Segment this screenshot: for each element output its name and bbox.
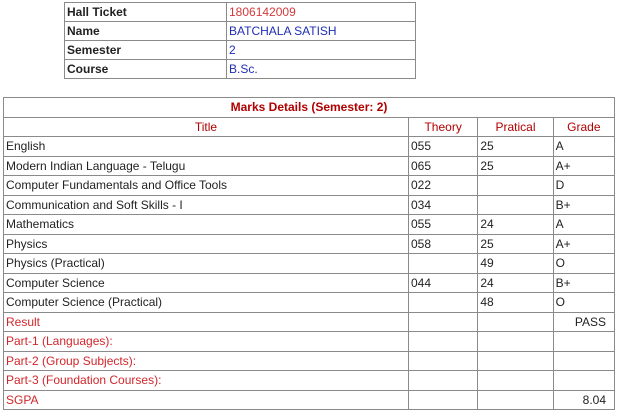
subject-title: Computer Science [4,273,409,293]
theory-mark: 065 [408,156,477,176]
marks-heading: Marks Details (Semester: 2) [4,98,615,118]
grade: D [553,176,614,196]
name-row [65,22,416,41]
course-label: Course [65,60,227,79]
subject-title: Physics [4,234,409,254]
part1-row [4,332,615,352]
grade: A+ [553,156,614,176]
empty-cell [478,312,553,332]
semester-value: 2 [227,41,416,60]
grade: A [553,137,614,157]
empty-cell [408,351,477,371]
theory-mark: 058 [408,234,477,254]
table-row [4,273,615,293]
subject-title: English [4,137,409,157]
part1-label: Part-1 (Languages): [4,332,409,352]
hall-ticket-row [65,3,416,22]
name-label: Name [65,22,227,41]
sgpa-row [4,390,615,410]
theory-mark: 022 [408,176,477,196]
practical-mark: 48 [478,293,553,313]
empty-cell [478,371,553,391]
practical-mark: 25 [478,234,553,254]
sgpa-value: 8.04 [553,390,614,410]
name-value: BATCHALA SATISH [227,22,416,41]
semester-row [65,41,416,60]
empty-cell [408,390,477,410]
practical-mark [478,195,553,215]
grade: A+ [553,234,614,254]
theory-mark [408,293,477,313]
column-header-theory: Theory [408,117,477,137]
column-header-title: Title [4,117,409,137]
result-value: PASS [553,312,614,332]
hall-ticket-value: 1806142009 [227,3,416,22]
practical-mark: 25 [478,137,553,157]
practical-mark: 24 [478,215,553,235]
empty-cell [478,332,553,352]
subject-title: Computer Science (Practical) [4,293,409,313]
table-row [4,293,615,313]
subject-title: Mathematics [4,215,409,235]
result-label: Result [4,312,409,332]
grade: B+ [553,195,614,215]
part2-value [553,351,614,371]
marks-heading-row [4,98,615,118]
practical-mark [478,176,553,196]
table-row [4,195,615,215]
column-header-practical: Pratical [478,117,553,137]
table-row [4,156,615,176]
empty-cell [478,351,553,371]
theory-mark: 034 [408,195,477,215]
empty-cell [408,332,477,352]
student-info-table [64,2,416,79]
theory-mark: 044 [408,273,477,293]
part3-row [4,371,615,391]
part3-value [553,371,614,391]
table-row [4,176,615,196]
part1-value [553,332,614,352]
column-header-row [4,117,615,137]
subject-title: Modern Indian Language - Telugu [4,156,409,176]
grade: O [553,254,614,274]
marks-details-table [3,97,615,410]
practical-mark: 24 [478,273,553,293]
practical-mark: 25 [478,156,553,176]
grade: B+ [553,273,614,293]
course-value: B.Sc. [227,60,416,79]
hall-ticket-label: Hall Ticket [65,3,227,22]
column-header-grade: Grade [553,117,614,137]
table-row [4,137,615,157]
subject-title: Communication and Soft Skills - I [4,195,409,215]
part2-row [4,351,615,371]
table-row [4,234,615,254]
subject-title: Physics (Practical) [4,254,409,274]
subject-title: Computer Fundamentals and Office Tools [4,176,409,196]
practical-mark: 49 [478,254,553,274]
course-row [65,60,416,79]
table-row [4,254,615,274]
result-row [4,312,615,332]
sgpa-label: SGPA [4,390,409,410]
empty-cell [408,371,477,391]
part2-label: Part-2 (Group Subjects): [4,351,409,371]
theory-mark: 055 [408,137,477,157]
semester-label: Semester [65,41,227,60]
theory-mark: 055 [408,215,477,235]
part3-label: Part-3 (Foundation Courses): [4,371,409,391]
theory-mark [408,254,477,274]
empty-cell [408,312,477,332]
table-row [4,215,615,235]
grade: O [553,293,614,313]
grade: A [553,215,614,235]
empty-cell [478,390,553,410]
